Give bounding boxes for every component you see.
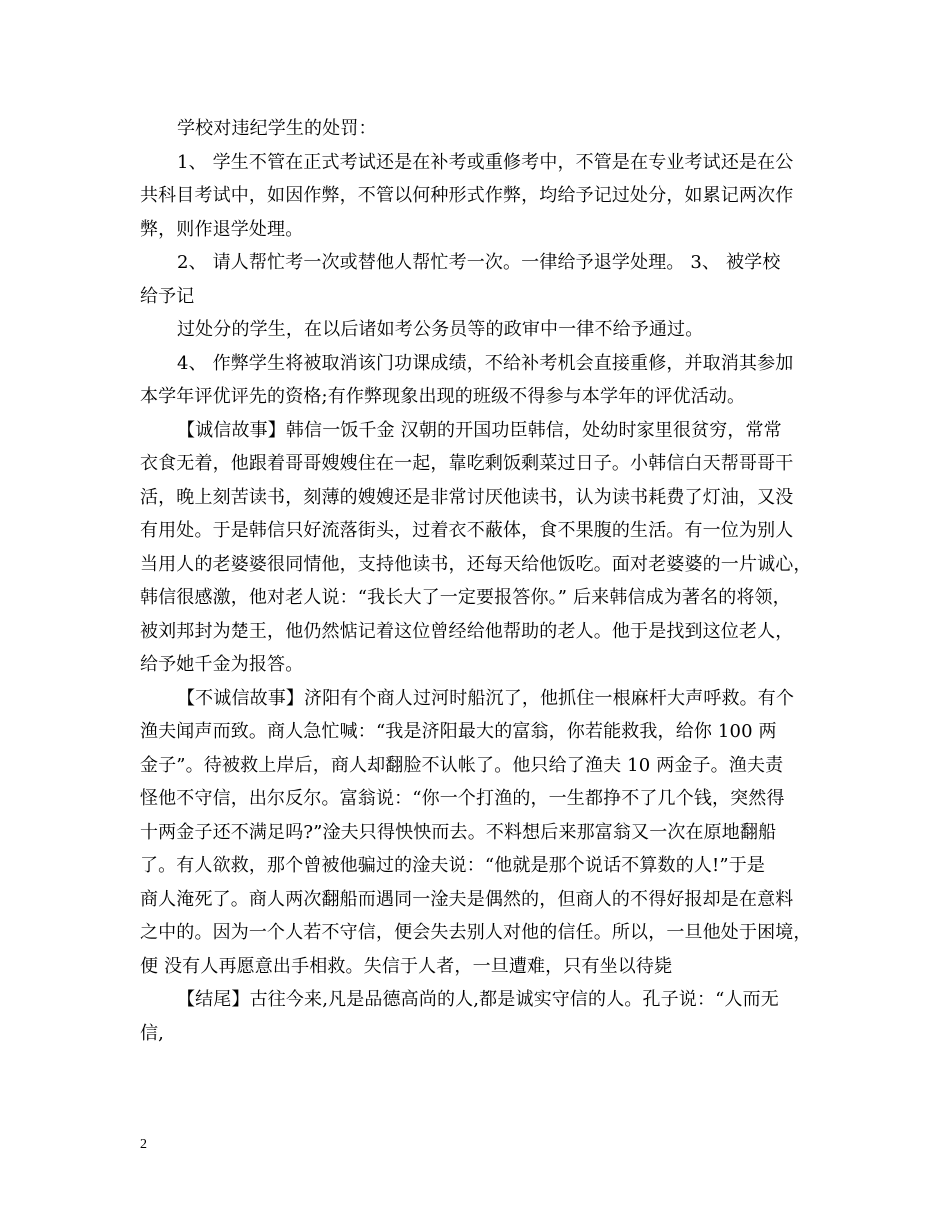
text-line: 被刘邦封为楚王，他仍然惦记着这位曾经给他帮助的老人。他于是找到这位老人， <box>140 620 794 642</box>
text-line: 信, <box>140 1022 165 1044</box>
text-line: 韩信很感激，他对老人说：“我长大了一定要报答你。” 后来韩信成为著名的将领， <box>140 587 791 608</box>
text-line: 【诚信故事】韩信一饭千金 汉朝的开国功臣韩信，处幼时家里很贫穷，常常 <box>177 419 782 441</box>
text-line: 4、 作弊学生将被取消该门功课成绩，不给补考机会直接重修，并取消其参加 <box>177 352 794 374</box>
text-line: 学校对违纪学生的处罚： <box>177 118 377 139</box>
text-line: 2、 请人帮忙考一次或替他人帮忙考一次。一律给予退学处理。 3、 被学校 <box>177 252 781 273</box>
text-line: 当用人的老婆婆很同情他，支持他读书，还每天给他饭吃。面对老婆婆的一片诚心， <box>140 553 812 575</box>
text-line: 金子”。待被救上岸后，商人却翻脸不认帐了。他只给了渔夫 10 两金子。渔夫责 <box>140 754 784 776</box>
text-line: 有用处。于是韩信只好流落街头，过着衣不蔽体，食不果腹的生活。有一位为别人 <box>140 520 794 541</box>
text-line: 给予她千金为报答。 <box>140 654 304 675</box>
document-body <box>140 112 820 1050</box>
text-line: 渔夫闻声而致。商人急忙喊：“我是济阳最大的富翁，你若能救我，给你 100 两 <box>140 721 777 742</box>
text-line: 【结尾】古往今来,凡是品德高尚的人,都是诚实守信的人。孔子说：“人而无 <box>177 989 779 1010</box>
text-line: 给予记 <box>140 285 195 307</box>
text-line: 怪他不守信，出尔反尔。富翁说：“你一个打渔的，一生都挣不了几个钱，突然得 <box>140 788 785 809</box>
text-line: 商人淹死了。商人两次翻船而遇同一淦夫是偶然的，但商人的不得好报却是在意料 <box>140 888 794 910</box>
text-line: 1、 学生不管在正式考试还是在补考或重修考中，不管是在专业考试还是在公 <box>177 151 794 173</box>
text-line: 衣食无着，他跟着哥哥嫂嫂住在一起，靠吃剩饭剩菜过日子。小韩信白天帮哥哥干 <box>140 453 794 474</box>
text-line: 过处分的学生，在以后诸如考公务员等的政审中一律不给予通过。 <box>177 319 704 340</box>
text-line: 了。有人欲救，那个曾被他骗过的淦夫说：“他就是那个说话不算数的人!”于是 <box>140 855 766 876</box>
text-line: 本学年评优评先的资格;有作弊现象出现的班级不得参与本学年的评优活动。 <box>140 386 746 407</box>
text-line: 之中的。因为一个人若不守信，便会失去别人对他的信任。所以，一旦他处于困境， <box>140 922 812 943</box>
text-line: 便 没有人再愿意出手相救。失信于人者，一旦遭难，只有坐以待毙 <box>140 955 673 977</box>
page-number: 2 <box>140 1137 147 1152</box>
text-line: 【不诚信故事】济阳有个商人过河时船沉了，他抓住一根麻杆大声呼救。有个 <box>177 687 795 709</box>
text-line: 共科目考试中，如因作弊，不管以何种形式作弊，均给予记过处分，如累记两次作 <box>140 185 794 206</box>
text-line: 弊，则作退学处理。 <box>140 218 304 240</box>
text-line: 活，晚上刻苦读书，刻薄的嫂嫂还是非常讨厌他读书，认为读书耗费了灯油，又没 <box>140 486 794 508</box>
text-line: 十两金子还不满足吗?”淦夫只得怏怏而去。不料想后来那富翁又一次在原地翻船 <box>140 821 777 843</box>
